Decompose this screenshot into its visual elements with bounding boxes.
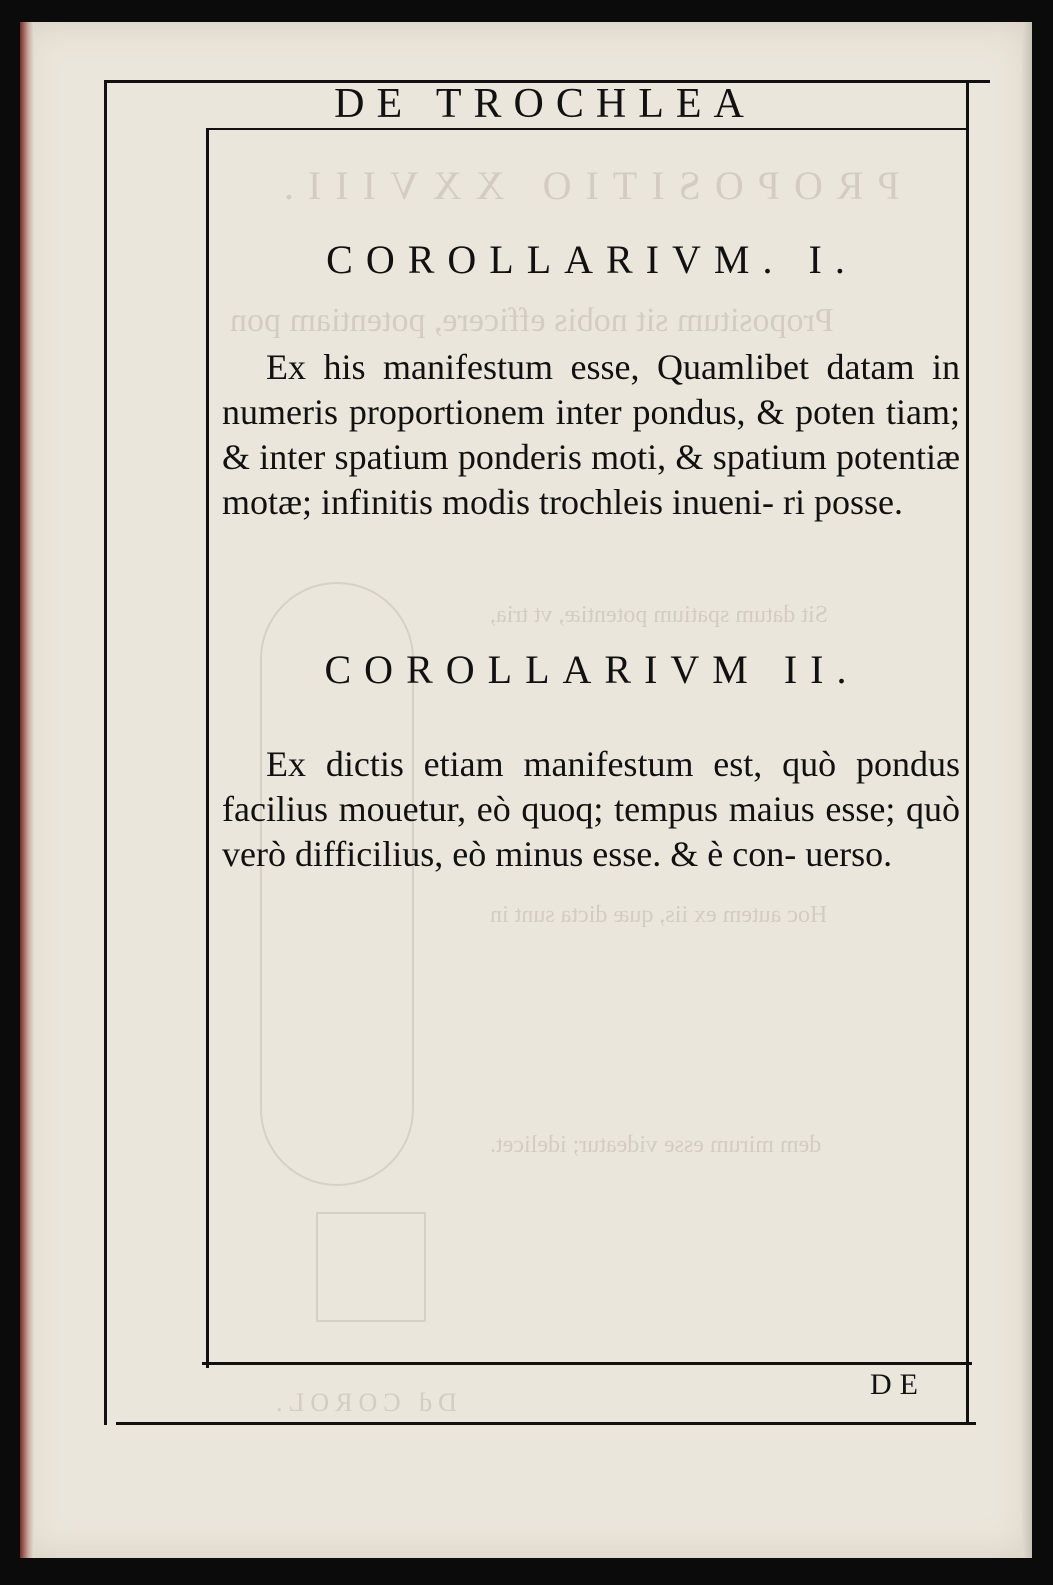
- page-edge-left: [20, 22, 34, 1558]
- section-text-2-body: Ex dictis etiam manifestum est, quò pondus facilius mouetur, eò quoq; tempus maius esse; quò verò difficilius, eò minus esse. & è con- uerso.: [222, 744, 960, 874]
- show-through-figure: [316, 1212, 426, 1322]
- section-text-1: [222, 345, 960, 525]
- frame-bottom-rule: [116, 1422, 976, 1425]
- inner-bottom-rule: [202, 1362, 972, 1365]
- show-through-text: dem mirum esse videatur; idelicet.: [490, 1132, 822, 1158]
- show-through-text: Hoc autem ex iis, quæ dicta sunt in: [490, 902, 828, 928]
- inner-left-rule: [206, 128, 209, 1368]
- section-text-2: [222, 742, 960, 877]
- page-edge-right: [1022, 22, 1032, 1558]
- section-title-2: COROLLARIVM II.: [324, 647, 860, 692]
- section-title-1: COROLLARIVM. I.: [326, 237, 858, 282]
- show-through-text: PROPOSITIO XXVIII.: [270, 163, 900, 208]
- section-text-1-body: Ex his manifestum esse, Quamlibet datam in numeris proportionem inter pondus, & poten tiam; & inter spatium ponderis moti, & spatium potentiæ motæ; infinitis modis trochleis inueni- ri posse.: [222, 347, 960, 522]
- show-through-text: Sit datum spatium potentiæ, vt tria,: [490, 602, 828, 628]
- frame-left-rule: [104, 80, 107, 1425]
- show-through-text: Propositum sit nobis efficere, potentiam pon: [230, 302, 834, 339]
- running-head: DE TROCHLEA: [334, 81, 756, 127]
- show-through-text: Dd COROL.: [270, 1388, 457, 1417]
- catchword: DE: [870, 1368, 926, 1401]
- inner-top-rule: [206, 128, 966, 130]
